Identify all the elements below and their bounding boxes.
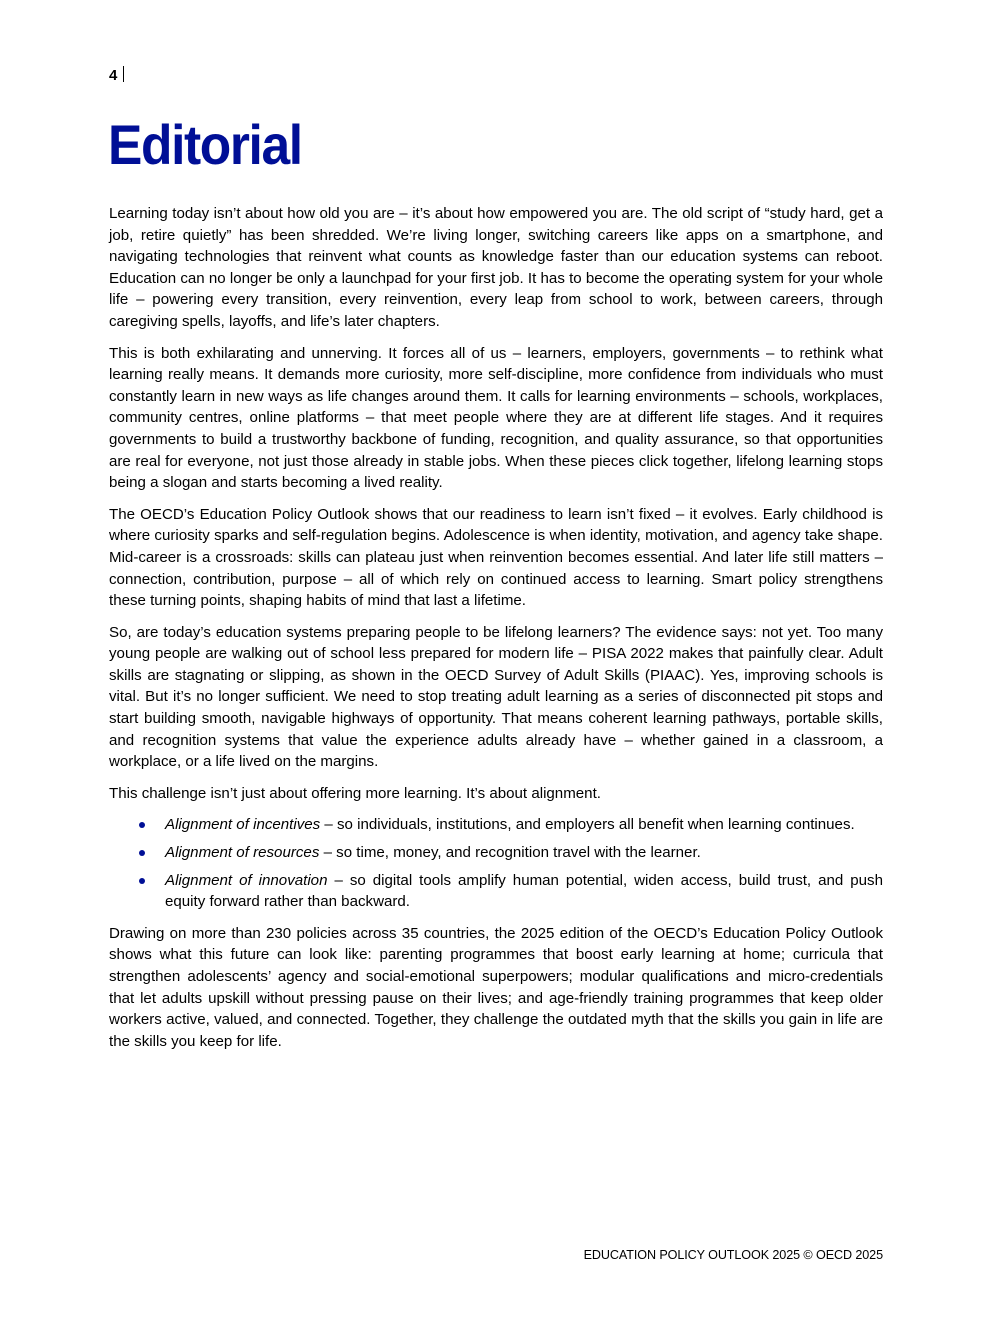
page-footer: EDUCATION POLICY OUTLOOK 2025 © OECD 2025 bbox=[583, 1248, 883, 1262]
list-item-text: – so digital tools amplify human potential, widen access, build trust, and push equity forward rather than backward. bbox=[165, 871, 883, 911]
bullet-icon bbox=[139, 878, 145, 884]
list-item bbox=[109, 814, 883, 836]
page-title: Editorial bbox=[108, 113, 302, 176]
paragraph: The OECD’s Education Policy Outlook shows that our readiness to learn isn’t fixed – it evolves. Early childhood is where curiosity sparks and self-regulation begins. Adolescence is when identity, motivation, and agency take shape. Mid-career is a crossroads: skills can plateau just when reinvention becomes essential. And later life still matters – connection, contribution, purpose – all of which rely on continued access to learning. Smart policy strengthens these turning points, shaping habits of mind that last a lifetime. bbox=[109, 505, 883, 610]
editorial-body bbox=[109, 203, 883, 1062]
list-item-heading: Alignment of innovation bbox=[165, 871, 328, 889]
paragraph: This challenge isn’t just about offering more learning. It’s about alignment. bbox=[109, 784, 601, 802]
paragraph: So, are today’s education systems preparing people to be lifelong learners? The evidence says: not yet. Too many young people are walking out of school less prepared for modern life – PISA 2022 makes that painfully clear. Adult skills are stagnating or slipping, as shown in the OECD Survey of Adult Skills (PIAAC). Yes, improving schools is vital. But it’s no longer sufficient. We need to stop treating adult learning as a series of disconnected pit stops and start building smooth, navigable highways of opportunity. That means coherent learning pathways, portable skills, and recognition systems that value the experience adults already have – whether gained in a classroom, a workplace, or a life lived on the margins. bbox=[109, 623, 883, 771]
page-number-separator bbox=[123, 66, 124, 82]
list-item-heading: Alignment of incentives bbox=[165, 816, 321, 834]
list-item bbox=[109, 842, 883, 864]
list-item-heading: Alignment of resources bbox=[165, 844, 320, 862]
page-header bbox=[109, 66, 124, 85]
page-number: 4 bbox=[109, 67, 118, 84]
bullet-icon bbox=[139, 822, 145, 828]
list-item-text: – so time, money, and recognition travel with the learner. bbox=[319, 844, 701, 862]
alignment-list bbox=[109, 814, 883, 912]
list-item bbox=[109, 870, 883, 913]
paragraph: Learning today isn’t about how old you are – it’s about how empowered you are. The old script of “study hard, get a job, retire quietly” has been shredded. We’re living longer, switching careers like apps on a smartphone, and navigating technologies that reinvent what counts as knowledge faster than our education systems can reboot. Education can no longer be only a launchpad for your first job. It has to become the operating system for your whole life – powering every transition, every reinvention, every leap from school to work, between careers, through caregiving spells, layoffs, and life’s later chapters. bbox=[109, 205, 883, 330]
paragraph: This is both exhilarating and unnerving. It forces all of us – learners, employers, governments – to rethink what learning really means. It demands more curiosity, more self-discipline, more confidence from individuals who must constantly learn in new ways as life changes around them. It calls for learning environments – schools, workplaces, community centres, online platforms – that meet people where they are at different life stages. And it requires governments to build a trustworthy backbone of funding, recognition, and quality assurance, so that opportunities are real for everyone, not just those already in stable jobs. When these pieces click together, lifelong learning stops being a slogan and starts becoming a lived reality. bbox=[109, 344, 883, 492]
closing-paragraph: Drawing on more than 230 policies across 35 countries, the 2025 edition of the OECD’s Education Policy Outlook shows what this future can look like: parenting programmes that boost early learning at home; curricula that strengthen adolescents’ agency and social-emotional superpowers; modular qualifications and micro-credentials that let adults upskill without pressing pause on their lives; and age-friendly training programmes that keep older workers active, valued, and connected. Together, they challenge the outdated myth that the skills you gain in life are the skills you keep for life. bbox=[109, 924, 883, 1050]
list-item-text: – so individuals, institutions, and employers all benefit when learning continues. bbox=[320, 816, 855, 834]
bullet-icon bbox=[139, 850, 145, 856]
